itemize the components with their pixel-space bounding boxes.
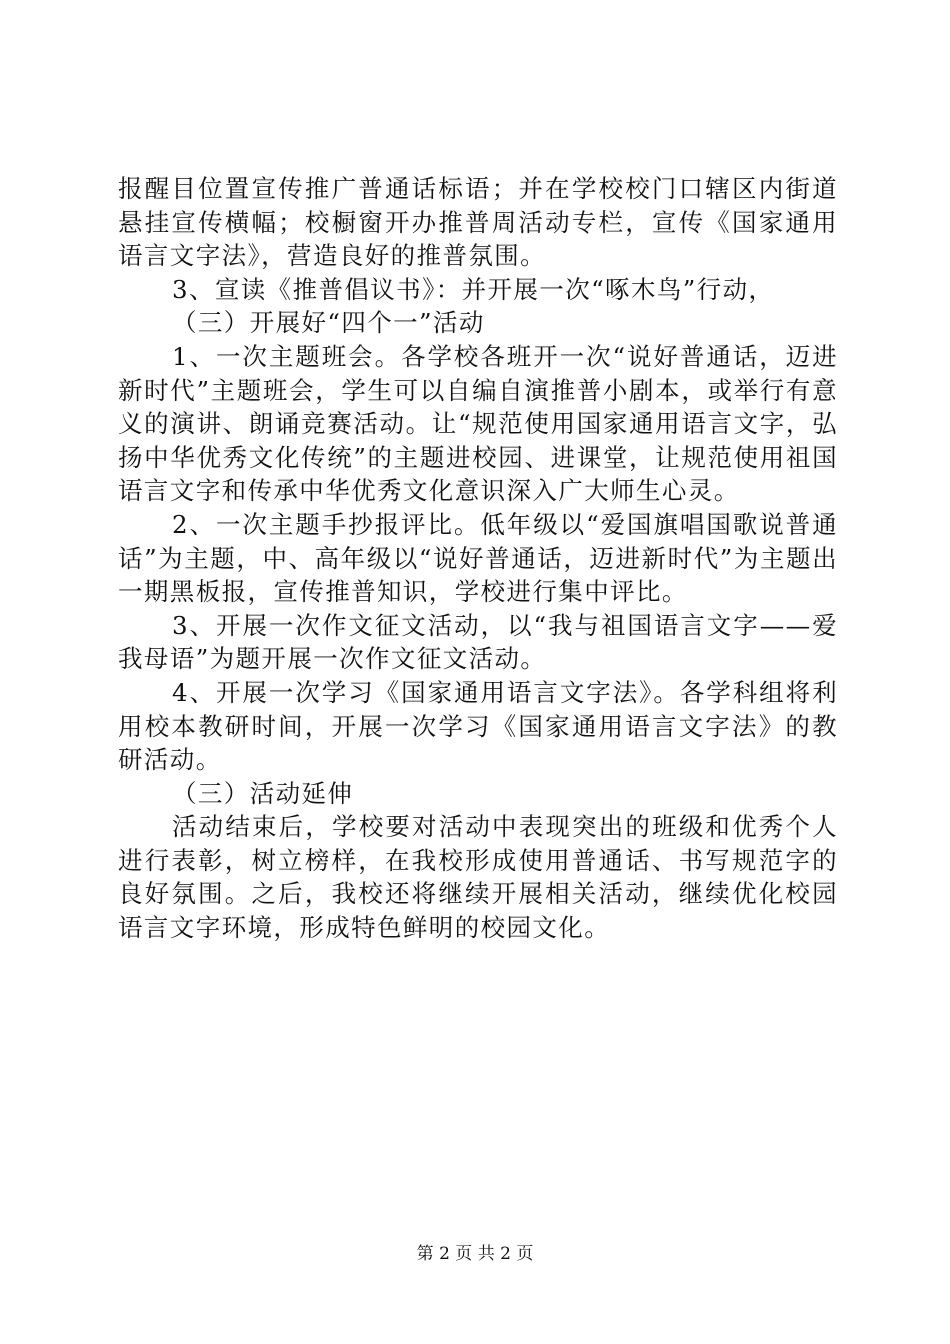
page-footer: 第 2 页 共 2 页 <box>416 1244 534 1264</box>
paragraph-item-1-class-meeting: 1、一次主题班会。各学校各班开一次“说好普通话，迈进新时代”主题班会，学生可以自编自演推普小剧本，或举行有意义的演讲、朗诵竞赛活动。让“规范使用国家通用语言文字，弘扬中华优秀文化传统”的主题进校园、进课堂，让规范使用祖国语言文字和传承中华优秀文化意识深入广大师生心灵。 <box>118 341 838 506</box>
paragraph-item-3-proposal: 3、宣读《推普倡议书》：并开展一次“啄木鸟”行动， <box>172 274 775 304</box>
document-body <box>118 172 838 945</box>
paragraph-extension-body: 活动结束后，学校要对活动中表现突出的班级和优秀个人进行表彰，树立榜样，在我校形成使用普通话、书写规范字的良好氛围。之后，我校还将继续开展相关活动，继续优化校园语言文字环境，形成特色鲜明的校园文化。 <box>118 812 838 943</box>
paragraph-item-2-handwritten-newspaper: 2、一次主题手抄报评比。低年级以“爱国旗唱国歌说普通话”为主题，中、高年级以“说好普通话，迈进新时代”为主题出一期黑板报，宣传推普知识，学校进行集中评比。 <box>118 509 838 607</box>
paragraph-continuation: 报醒目位置宣传推广普通话标语；并在学校校门口辖区内街道悬挂宣传横幅；校橱窗开办推普周活动专栏，宣传《国家通用语言文字法》，营造良好的推普氛围。 <box>118 174 838 271</box>
paragraph-item-4-study-law: 4、开展一次学习《国家通用语言文字法》。各学科组将利用校本教研时间，开展一次学习《国家通用语言文字法》的教研活动。 <box>118 677 838 775</box>
paragraph-item-3-essay: 3、开展一次作文征文活动，以“我与祖国语言文字——爱我母语”为题开展一次作文征文活动。 <box>118 610 838 674</box>
section-heading-four-ones: （三）开展好“四个一”活动 <box>172 308 485 338</box>
section-heading-extension: （三）活动延伸 <box>172 778 354 808</box>
